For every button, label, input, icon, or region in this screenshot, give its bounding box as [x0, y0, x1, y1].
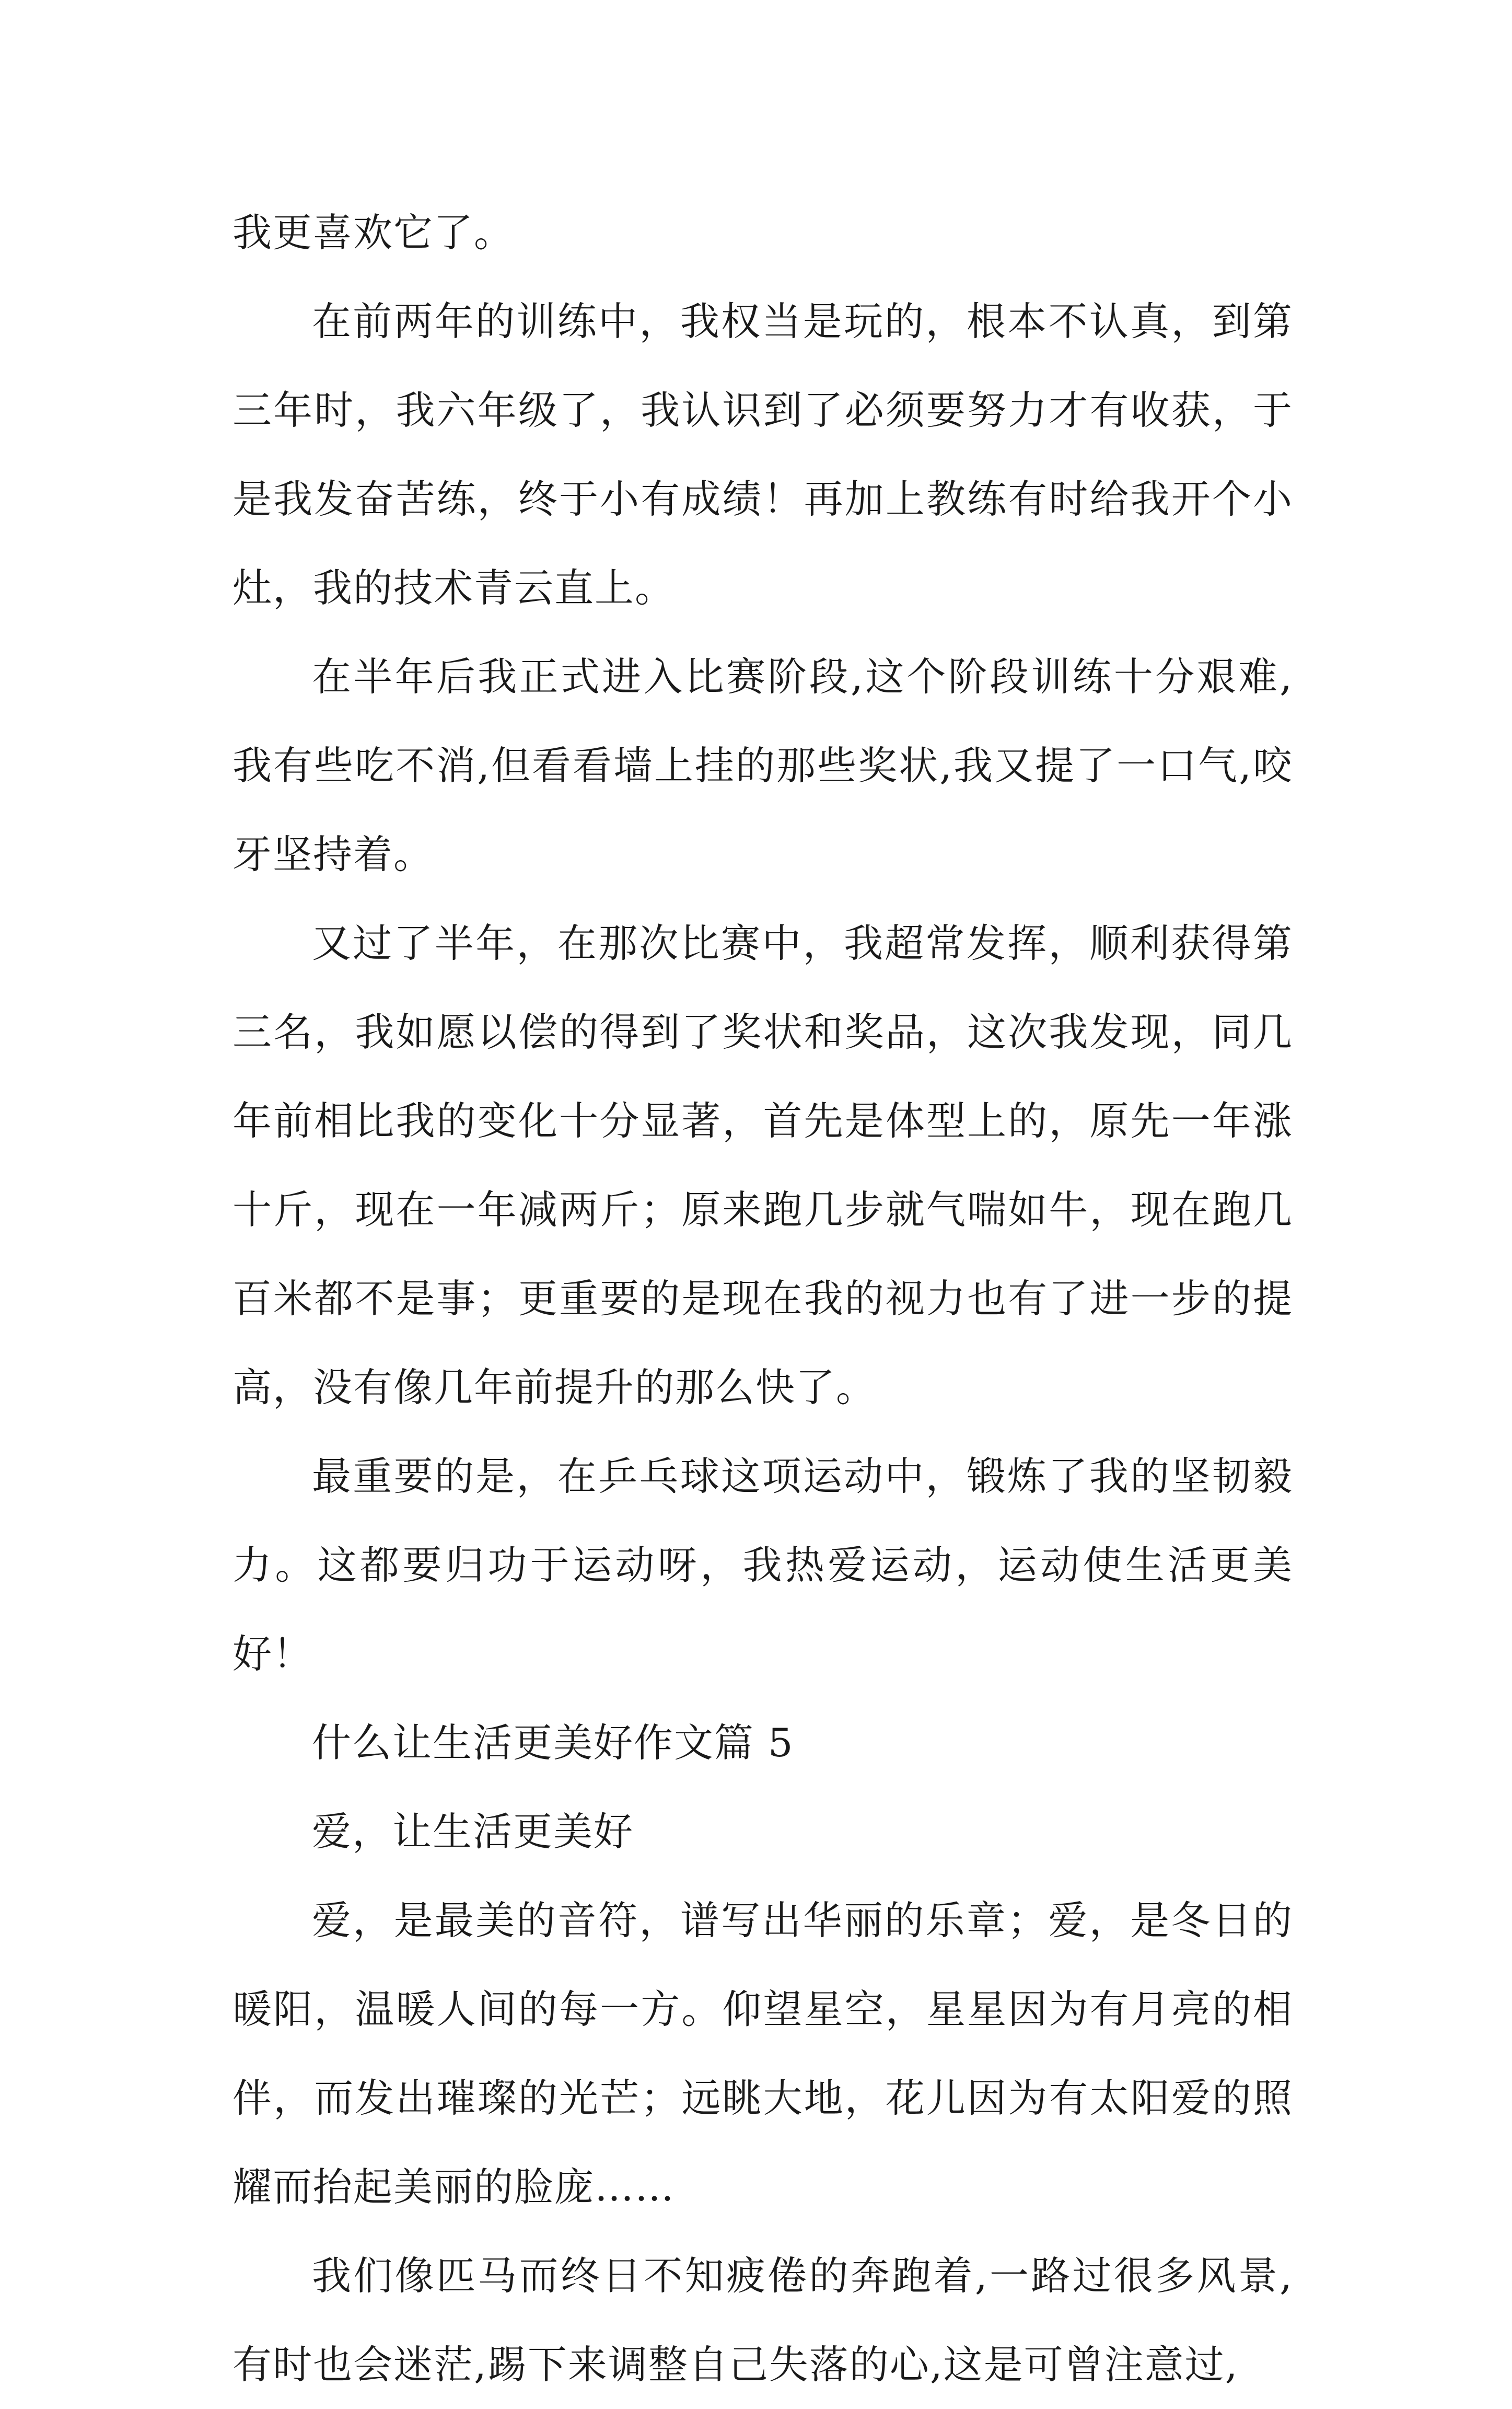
paragraph-running-horse: 我们像匹马而终日不知疲倦的奔跑着,一路过很多风景,有时也会迷茫,踢下来调整自己失落的心,这是可曾注意过, [232, 2253, 1293, 2388]
paragraph-conclusion: 最重要的是，在乒乓球这项运动中，锻炼了我的坚韧毅力。这都要归功于运动呀，我热爱运动，运动使生活更美好！ [232, 1453, 1293, 1677]
paragraph-training: 在前两年的训练中，我权当是玩的，根本不认真，到第三年时，我六年级了，我认识到了必须要努力才有收获，于是我发奋苦练，终于小有成绩！再加上教练有时给我开个小灶，我的技术青云直上。 [232, 298, 1293, 611]
paragraph-love-intro: 爱，是最美的音符，谱写出华丽的乐章；爱，是冬日的暖阳，温暖人间的每一方。仰望星空，星星因为有月亮的相伴，而发出璀璨的光芒；远眺大地，花儿因为有太阳爱的照耀而抬起美丽的脸庞…… [232, 1897, 1293, 2210]
essay-title: 爱，让生活更美好 [312, 1809, 634, 1855]
paragraph-third-place: 又过了半年，在那次比赛中，我超常发挥，顺利获得第三名，我如愿以偿的得到了奖状和奖品，这次我发现，同几年前相比我的变化十分显著，首先是体型上的，原先一年涨十斤，现在一年减两斤；原来跑几步就气喘如牛，现在跑几百米都不是事；更重要的是现在我的视力也有了进一步的提高，没有像几年前提升的那么快了。 [232, 920, 1293, 1410]
section-title: 什么让生活更美好作文篇 5 [312, 1720, 794, 1766]
paragraph-competition-stage: 在半年后我正式进入比赛阶段,这个阶段训练十分艰难,我有些吃不消,但看看墙上挂的那些奖状,我又提了一口气,咬牙坚持着。 [232, 654, 1293, 877]
paragraph-continuation: 我更喜欢它了。 [232, 210, 515, 256]
document-body [232, 188, 1293, 2409]
